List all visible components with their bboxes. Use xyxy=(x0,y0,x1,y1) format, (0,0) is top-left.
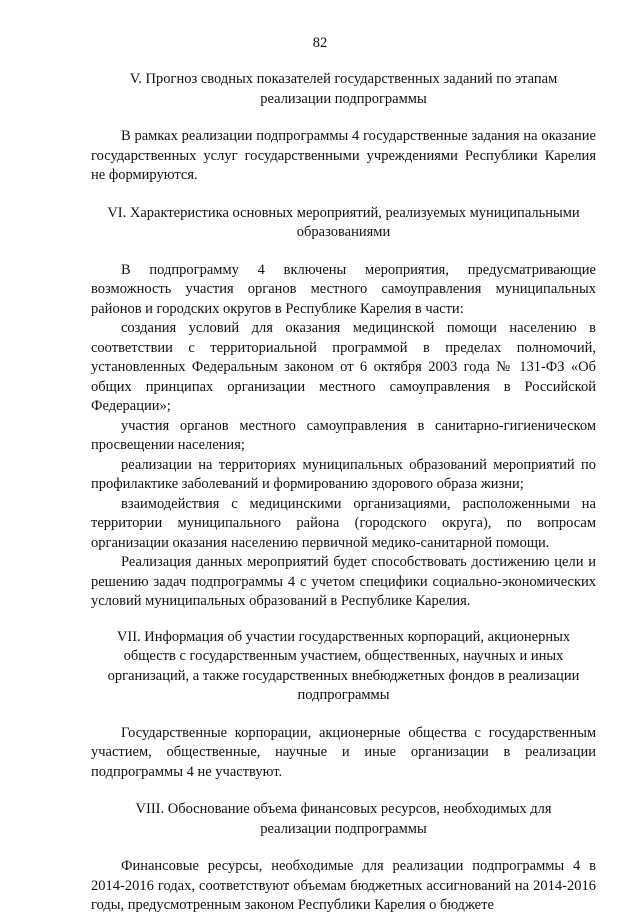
section-v xyxy=(91,70,596,186)
paragraph: реализации на территориях муниципальных образований мероприятий по профилактике заболеваний и формированию здорового образа жизни; xyxy=(91,456,596,492)
section-viii xyxy=(91,800,596,916)
section-vi xyxy=(91,204,596,612)
page-number: 82 xyxy=(312,35,328,51)
paragraph: взаимодействия с медицинскими организациями, расположенными на территории муниципального района (городского округа), по вопросам организации оказания населению первичной медико-санитарной помощи. xyxy=(91,495,596,551)
paragraph: создания условий для оказания медицинской помощи населению в соответствии с территориальной программой в пределах полномочий, установленных Федеральным законом от 6 октября 2003 года № 131-ФЗ «Об общих принципах организации местного самоуправления в Российской Федерации»; xyxy=(91,320,596,414)
paragraph: В подпрограмму 4 включены мероприятия, предусматривающие возможность участия органов местного самоуправления муниципальных районов и городских округов в Республике Карелия в части: xyxy=(91,261,596,317)
paragraph: В рамках реализации подпрограммы 4 государственные задания на оказание государственных услуг государственными учреждениями Республики Карелия не формируются. xyxy=(91,128,596,183)
section-heading: VI. Характеристика основных мероприятий, реализуемых муниципальными образованиями xyxy=(107,204,580,240)
paragraph: Реализация данных мероприятий будет способствовать достижению цели и решению задач подпрограммы 4 с учетом специфики социально-экономических условий муниципальных образований в Республике Карелия. xyxy=(91,554,596,609)
page-content xyxy=(91,70,596,916)
paragraph: Финансовые ресурсы, необходимые для реализации подпрограммы 4 в 2014-2016 годах, соответствуют объемам бюджетных ассигнований на 2014-2016 годы, предусмотренным законом Республики Карелия о бюджете xyxy=(91,858,596,913)
section-heading: VII. Информация об участии государственных корпораций, акционерных обществ с государственным участием, общественных, научных и иных организаций, а также государственных внебюджетных фондов в реализации подпрограммы xyxy=(107,628,580,703)
section-vii xyxy=(91,628,596,783)
section-heading: V. Прогноз сводных показателей государственных заданий по этапам реализации подпрограммы xyxy=(129,71,558,107)
paragraph: Государственные корпорации, акционерные общества с государственным участием, общественные, научные и иные организации в реализации подпрограммы 4 не участвуют. xyxy=(91,724,596,780)
paragraph: участия органов местного самоуправления в санитарно-гигиеническом просвещении населения; xyxy=(91,417,596,453)
section-heading: VIII. Обоснование объема финансовых ресурсов, необходимых для реализации подпрограммы xyxy=(135,801,552,837)
